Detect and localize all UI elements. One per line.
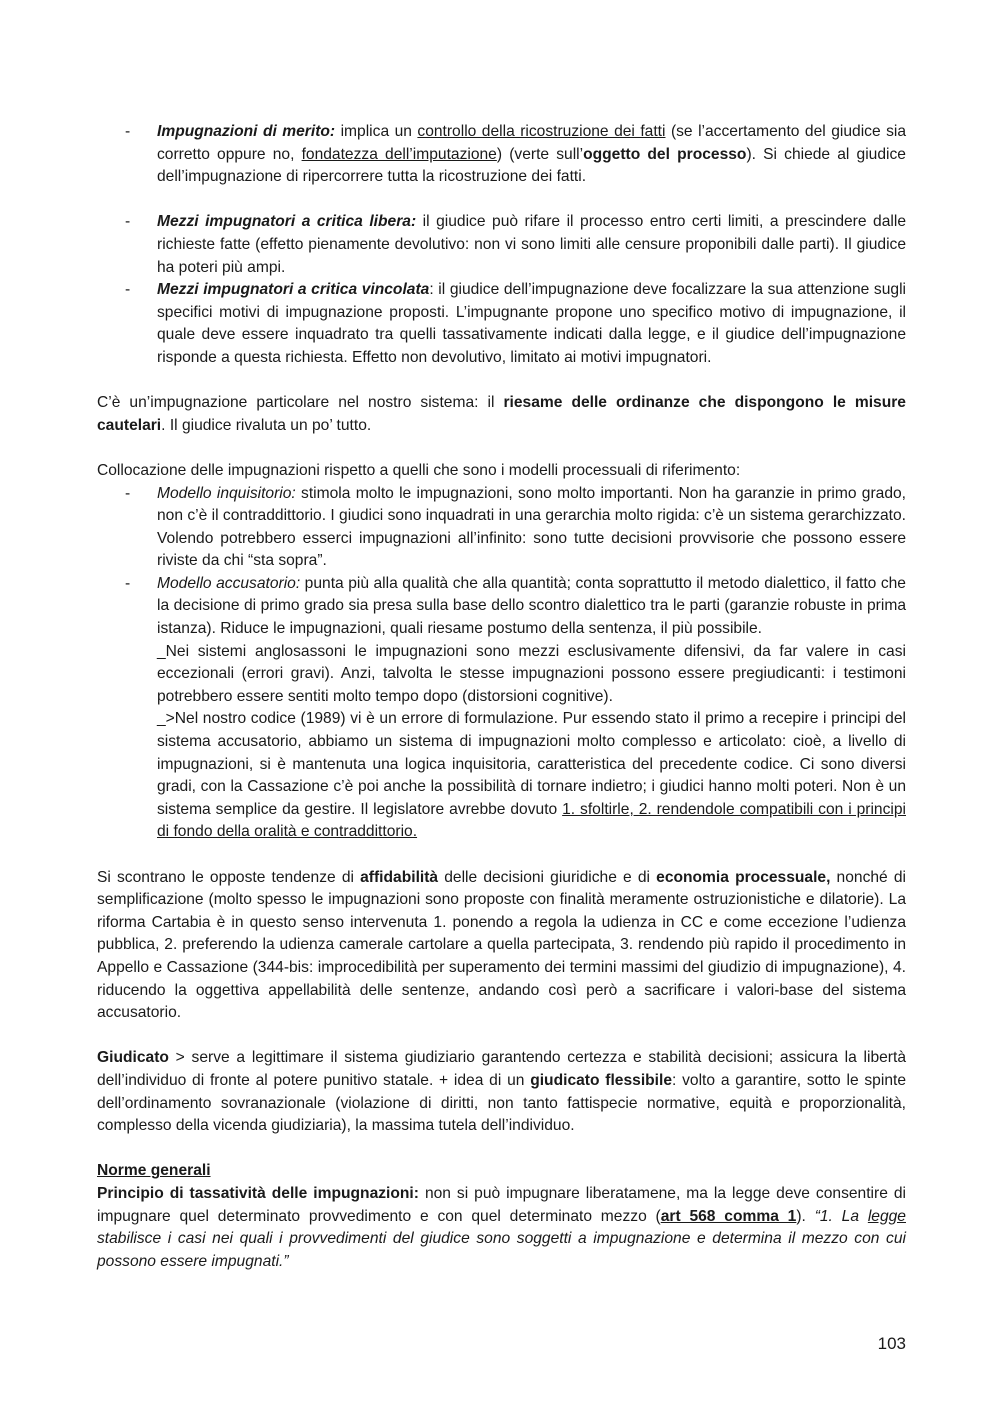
term: Mezzi impugnatori a critica libera: <box>157 213 417 231</box>
quote-underlined: legge <box>867 1207 906 1225</box>
underlined-text: 1. sfoltirle, 2. rendendole compatibili con i principi di fondo della oralità e contraddittorio. <box>157 800 906 841</box>
quote-text: stabilisce i casi nei quali i provvedimenti del giudice sono soggetti a impugnazione e determina il mezzo con cui possono essere impugnati.” <box>97 1230 906 1270</box>
list-item-impugnazioni-merito <box>97 121 906 189</box>
text: ). Si chiede al giudice dell’impugnazione di ripercorrere tutta la ricostruzione dei fatti. <box>157 145 906 186</box>
paragraph-tendenze <box>97 867 906 1025</box>
list-dash: - <box>125 574 131 592</box>
page-content <box>97 121 906 1273</box>
text: stimola molto le impugnazioni, sono molto importanti. Non ha garanzie in primo grado, non c’è il contraddittorio. I giudici sono inquadrati in una gerarchia molto rigida: c’è un sistema gerarchizzato. Volendo potrebbero esserci impugnazioni all’infinito: sono tutte decisioni provvisorie che possono essere riviste da chi “sta sopra”. <box>157 484 906 570</box>
term: Mezzi impugnatori a critica vincolata <box>157 281 430 299</box>
list-dash: - <box>125 123 131 140</box>
list-item-critica-vincolata <box>97 279 906 369</box>
list-item-critica-libera <box>97 211 906 279</box>
text: Si scontrano le opposte tendenze di <box>97 868 361 886</box>
text: il giudice può rifare il processo entro certi limiti, a prescindere dalle richieste fatte (effetto pienamente devolutivo: non vi sono limiti alle censure proponibili dalle parti). Il giudice ha poteri più ampi. <box>157 213 906 276</box>
bold-text: affidabilità <box>360 868 439 886</box>
paragraph-collocazione-intro: Collocazione delle impugnazioni rispetto a quelli che sono i modelli processuali di riferimento: <box>97 461 741 479</box>
list-item-modello-inquisitorio <box>97 483 906 573</box>
text: ). <box>796 1207 815 1225</box>
text: : volto a garantire, sotto le spinte dell’ordinamento sovranazionale (violazione di diritti, non tanto fattispecie normative, equità e proporzionalità, complesso della vicenda giudiziaria), la massima tutela dell’individuo. <box>97 1071 906 1135</box>
text: (se l’accertamento del giudice sia corretto oppure no, <box>157 123 907 163</box>
list-dash: - <box>125 281 131 299</box>
article-reference: art 568 comma 1 <box>660 1207 797 1225</box>
bold-text: riesame delle ordinanze che dispongono le misure cautelari <box>97 394 906 434</box>
term: Modello accusatorio: <box>157 574 301 592</box>
paragraph-tassativita <box>97 1183 906 1273</box>
text: implica un <box>335 123 418 140</box>
text: punta più alla qualità che alla quantità; conta soprattutto il metodo dialettico, il fatto che la decisione di primo grado sia presa sulla base dello scontro dialettico tra le parti (garanzie robuste in prima istanza). Riduce le impugnazioni, quali riesame postumo della sentenza, il più possibile. <box>157 574 906 638</box>
text: non si può impugnare liberatamene, ma la legge deve consentire di impugnare quel determinato provvedimento e con quel determinato mezzo ( <box>97 1184 906 1225</box>
text: C’è un’impugnazione particolare nel nostro sistema: il <box>97 394 504 412</box>
bold-text: giudicato flessibile <box>530 1071 673 1089</box>
section-heading-norme-generali <box>97 1160 906 1183</box>
list-dash: - <box>125 213 131 231</box>
term: Modello inquisitorio: <box>157 484 296 502</box>
underlined-text: controllo della ricostruzione dei fatti <box>417 123 666 140</box>
text: > serve a legittimare il sistema giudiziario garantendo certezza e stabilità decisioni; assicura la libertà dell’individuo di fronte al potere punitivo statale. + idea di un <box>97 1049 906 1089</box>
text: nonché di semplificazione (molto spesso le impugnazioni sono proposte con finalità meramente ostruzionistiche e dilatorie). La riforma Cartabia è in questo senso intervenuta 1. ponendo a regola la udienza in CC e come eccezione l’udienza pubblica, 2. preferendo la udienza camerale cartolare a quella partecipata, 3. rendendo più rapido il procedimento in Appello e Cassazione (344-bis: improcedibilità per superamento dei termini massimi del giudizio di impugnazione), 4. riducendo la oggettiva appellabilità delle sentenze, andando così però a sacrificare i valori-base del sistema accusatorio. <box>97 868 906 1022</box>
term: Impugnazioni di merito: <box>157 123 336 140</box>
paragraph-giudicato <box>97 1047 906 1137</box>
heading-text: Norme generali <box>97 1162 211 1180</box>
bold-text: Giudicato <box>97 1049 169 1067</box>
sub-paragraph-anglosassoni: _Nei sistemi anglosassoni le impugnazioni sono mezzi esclusivamente difensivi, da far valere in casi eccezionali (errori gravi). Anzi, talvolta le stesse impugnazioni possono essere pregiudicanti: i testimoni potrebbero essere sentiti molto tempo dopo (distorsioni cognitive). <box>157 642 906 705</box>
sub-paragraph-codice <box>157 708 906 844</box>
quote-text: “1. La <box>814 1207 868 1225</box>
text: : il giudice dell’impugnazione deve focalizzare la sua attenzione sugli specifici motivi di impugnazione proposti. L’impugnante propone uno specifico motivo di impugnazione, il quale deve essere inquadrato tra quelli tassativamente indicati dalla legge, e il giudice dell’impugnazione risponde a questa richiesta. Effetto non devolutivo, limitato ai motivi impugnatori. <box>157 281 906 366</box>
text: ) (verte sull’ <box>496 145 584 163</box>
page-number: 103 <box>877 1334 906 1353</box>
text: delle decisioni giuridiche e di <box>438 868 657 886</box>
bold-text: economia processuale, <box>656 868 831 886</box>
paragraph-riesame <box>97 392 906 437</box>
text: _>Nel nostro codice (1989) vi è un errore di formulazione. Pur essendo stato il primo a recepire i principi del sistema accusatorio, abbiamo un sistema di impugnazioni molto complesso e articolato: cioè, a livello di impugnazioni, si è mantenuta una logica inquisitoria, caratteristica del precedente codice. Ci sono diversi gradi, con la Cassazione c’è poi anche la possibilità di tornare indietro; i giudici hanno molti poteri. Non è un sistema semplice da gestire. Il legislatore avrebbe dovuto <box>157 710 906 818</box>
bold-text: Principio di tassatività delle impugnazioni: <box>97 1184 419 1202</box>
text: . Il giudice rivaluta un po’ tutto. <box>161 416 372 434</box>
underlined-text: fondatezza dell’imputazione <box>301 145 497 163</box>
bold-text: oggetto del processo <box>583 145 747 163</box>
list-item-modello-accusatorio <box>97 573 906 844</box>
list-dash: - <box>125 484 131 502</box>
